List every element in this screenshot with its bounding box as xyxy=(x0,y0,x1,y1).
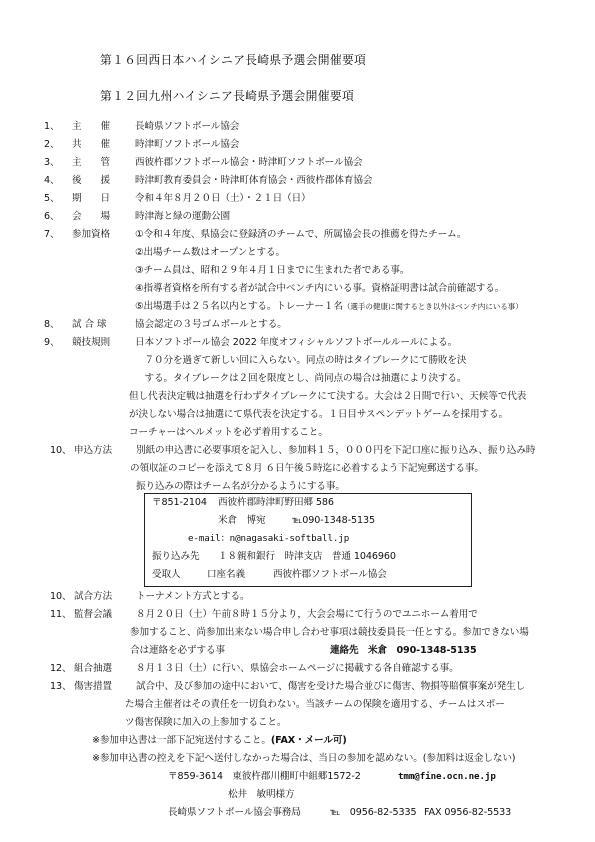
item-label: 試合方法 xyxy=(74,591,112,602)
item-number: 13、 xyxy=(50,681,72,692)
item-label: 参加資格 xyxy=(72,229,110,240)
footer-office: 長崎県ソフトボール協会事務局 xyxy=(168,807,301,818)
application-line: 振り込みの際はチーム名が分かるようにする事。 xyxy=(136,481,345,492)
item-value: 協会認定の３号ゴムボールとする。 xyxy=(135,319,287,330)
footer-name: 松井 敏明様方 xyxy=(228,789,295,800)
item-value: 西彼杵郡ソフトボール協会・時津町ソフトボール協会 xyxy=(135,157,363,168)
item-label: 後 援 xyxy=(72,175,110,186)
item-label: 期 日 xyxy=(72,193,110,204)
rules-line: が決しない場合は抽選にて県代表を決定する。１日目サスペンデットゲームを採用する。 xyxy=(129,409,508,420)
item-label: 会 場 xyxy=(72,211,110,222)
eligibility-line-note: （選手の健康に関するとき以外はベンチ内にいる事） xyxy=(342,302,523,311)
item-label: 組合抽選 xyxy=(74,663,112,674)
footer-address: 〒859-3614 東彼杵郡川棚町中組郷1572-2 xyxy=(168,771,361,782)
footer-phone: ℡ 0956-82-5335 xyxy=(330,807,417,818)
recipient-phone: ℡090-1348-5135 xyxy=(292,515,375,526)
application-line: の領収証のコピーを添えて８月 ６日午後５時迄に必着するよう下記宛郵送する事。 xyxy=(130,463,484,474)
eligibility-line: ①令和４年度、県協会に登録済のチームで、所属協会長の推薦を得たチーム。 xyxy=(135,229,467,240)
item-number: 9、 xyxy=(44,337,60,348)
injury-line: た場合主催者はその責任を一切負わない。当該チームの保険を適用する、チームはスポー xyxy=(125,699,505,710)
item-number: 2、 xyxy=(44,139,60,150)
item-value: 令和４年８月２０日（土）・２１日（日） xyxy=(135,193,311,204)
supervisor-line: 合は連絡を必ずする事 xyxy=(130,645,225,656)
bank-account: １８親和銀行 時津支店 普通 1046960 xyxy=(218,551,396,562)
supervisor-line: ８月２０日（土）午前８時１５分より，大会会場にて行うのでユニホーム着用で xyxy=(136,609,478,620)
recipient-email: e-mail：n@nagasaki-softball.jp xyxy=(188,533,350,544)
item-value: 時津町教育委員会・時津町体育協会・西彼杵郡体育協会 xyxy=(135,175,373,186)
application-line: 別紙の申込書に必要事項を記入し、参加料１５，０００円を下記口座に振り込み、振り込み時 xyxy=(136,445,536,456)
supervisor-line: 参加すること、尚参加出来ない場合申し合わせ事項は競技委員長一任とする。参加できない場 xyxy=(130,627,529,638)
item-number: 1、 xyxy=(44,121,60,132)
note-line: ※参加申込書の控えを下記へ送付しなかった場合は、当日の参加を認めない。(参加料は返金しない) xyxy=(92,753,516,764)
item-number: 3、 xyxy=(44,157,60,168)
item-number: 11、 xyxy=(50,609,72,620)
postal-code: 〒851-2104 xyxy=(152,497,207,508)
item-value: 時津町ソフトボール協会 xyxy=(135,139,240,150)
injury-line: ツ傷害保険に加入の上参加すること。 xyxy=(125,717,287,728)
eligibility-line: ②出場チーム数はオープンとする。 xyxy=(135,247,286,258)
supervisor-contact: 連絡先 米倉 090-1348-5135 xyxy=(330,645,477,656)
item-label: 主 管 xyxy=(72,157,110,168)
eligibility-line: ③チーム員は、昭和２９年４月１日までに生まれた者である事。 xyxy=(135,265,410,276)
item-number: 10、 xyxy=(50,445,72,456)
rules-line: 日本ソフトボール協会 2022 年度オフィシャルソフトボールルールによる。 xyxy=(135,337,458,348)
item-value: 時津海と緑の運動公園 xyxy=(135,211,230,222)
item-number: 4、 xyxy=(44,175,60,186)
injury-line: 試合中、及び参加の途中において、傷害を受けた場合並びに傷害、物損等賠償事案が発生し xyxy=(136,681,526,692)
item-number: 8、 xyxy=(44,319,60,330)
item-label: 主 催 xyxy=(72,121,110,132)
footer-fax: FAX 0956-82-5533 xyxy=(424,807,512,818)
holder-label: 受取人 xyxy=(152,569,181,580)
holder-name-label: 口座名義 xyxy=(207,569,245,580)
note-text: ※参加申込書は一部下記宛送付すること。 xyxy=(92,735,271,746)
note-emphasis: (FAX・メール可) xyxy=(270,735,347,746)
item-number: 10、 xyxy=(50,591,72,602)
bank-label: 振り込み先 xyxy=(152,551,200,562)
item-number: 5、 xyxy=(44,193,60,204)
item-number: 12、 xyxy=(50,663,72,674)
item-label: 試 合 球 xyxy=(72,319,107,330)
mailing-address: 西彼杵郡時津町野田郷 586 xyxy=(218,497,334,508)
item-label: 監督会議 xyxy=(74,609,112,620)
item-value: 長崎県ソフトボール協会 xyxy=(135,121,240,132)
item-label: 競技規則 xyxy=(72,337,110,348)
eligibility-line: ④指導者資格を所有する者が試合中ベンチ内にいる事。資格証明書は試合前確認する。 xyxy=(135,283,505,294)
footer-email: tmm@fine.ocn.ne.jp xyxy=(398,771,496,782)
item-number: 7、 xyxy=(44,229,60,240)
rules-line: ７０分を過ぎて新しい回に入らない。同点の時はタイブレークにて勝敗を決 xyxy=(135,355,467,366)
document-title-1: 第１６回西日本ハイシニア長崎県予選会開催要項 xyxy=(100,53,367,67)
item-value: ８月１３日（土）に行い、県協会ホームページに掲載する各自確認する事。 xyxy=(136,663,459,674)
item-number: 6、 xyxy=(44,211,60,222)
recipient-name: 米倉 博宛 xyxy=(218,515,266,526)
rules-line: コーチャーはヘルメットを必ず着用すること。 xyxy=(129,427,328,438)
eligibility-line xyxy=(135,301,523,313)
note-line xyxy=(92,735,347,747)
item-label: 共 催 xyxy=(72,139,110,150)
eligibility-line-main: ⑤出場選手は２５名以内とする。トレーナー１名 xyxy=(135,301,343,312)
item-label: 傷害措置 xyxy=(74,681,112,692)
item-value: トーナメント方式とする。 xyxy=(136,591,250,602)
account-holder: 西彼杵郡ソフトボール協会 xyxy=(273,569,387,580)
rules-line: する。タイブレークは２回を限度とし、尚同点の場合は抽選により決する。 xyxy=(135,373,467,384)
item-label: 申込方法 xyxy=(74,445,112,456)
document-title-2: 第１２回九州ハイシニア長崎県予選会開催要項 xyxy=(100,89,355,103)
rules-line: 但し代表決定戦は抽選を行わずタイブレークにて決する。大会は２日間で行い、天候等で代表 xyxy=(129,391,527,402)
